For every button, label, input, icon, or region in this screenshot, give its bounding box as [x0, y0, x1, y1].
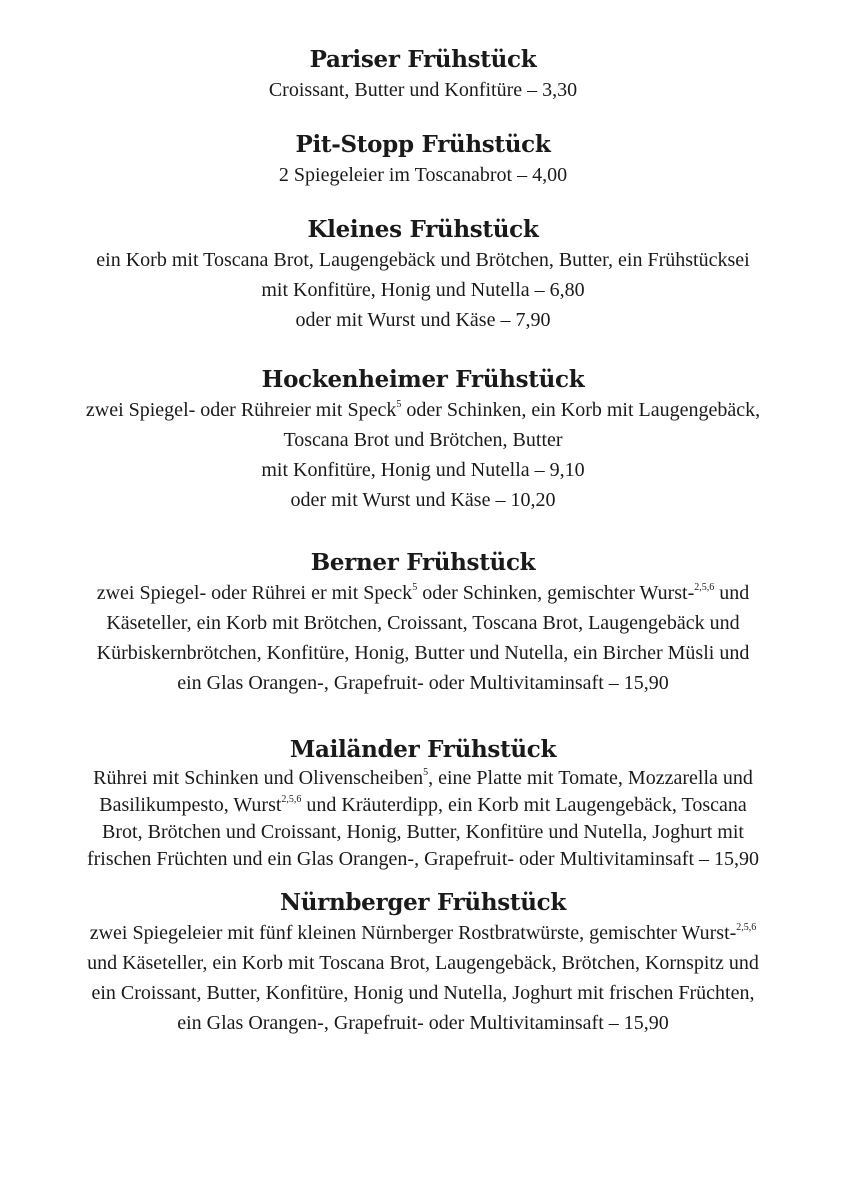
menu-item-description-line: [0, 668, 846, 698]
description-text: , eine Platte mit Tomate, Mozzarella und: [428, 767, 753, 789]
description-text: Croissant, Butter und Konfitüre – 3,30: [268, 79, 578, 101]
menu-item: [0, 45, 846, 105]
description-text: und Käseteller, ein Korb mit Toscana Brot, Laugengebäck, Brötchen, Kornspitz und: [87, 952, 759, 974]
description-text: Brot, Brötchen und Croissant, Honig, Butter, Konfitüre und Nutella, Joghurt mit: [102, 821, 744, 843]
menu-item-title: Hockenheimer Frühstück: [261, 366, 585, 393]
menu-item: [0, 215, 846, 335]
description-text: oder Schinken, ein Korb mit Laugengebäck,: [401, 399, 761, 421]
menu-item-title: Nürnberger Frühstück: [280, 889, 566, 916]
footnote-marker: 2,5,6: [281, 794, 302, 806]
description-text: mit Konfitüre, Honig und Nutella – 6,80: [261, 279, 585, 301]
menu-item: [0, 735, 846, 873]
menu-item-description-line: [0, 819, 846, 846]
description-text: ein Korb mit Toscana Brot, Laugengebäck und Brötchen, Butter, ein Frühstücksei: [96, 249, 750, 271]
menu-item-description-line: [0, 1008, 846, 1038]
description-text: zwei Spiegeleier mit fünf kleinen Nürnberger Rostbratwürste, gemischter Wurst-: [89, 922, 737, 944]
menu-item: [0, 888, 846, 1038]
menu-item-description-line: [0, 918, 846, 948]
description-text: oder mit Wurst und Käse – 7,90: [295, 309, 551, 331]
footnote-marker: 2,5,6: [736, 922, 757, 934]
description-text: Rührei mit Schinken und Olivenscheiben: [93, 767, 424, 789]
footnote-marker: 5: [412, 582, 418, 594]
description-text: und Kräuterdipp, ein Korb mit Laugengebäck, Toscana: [301, 794, 747, 816]
menu-item-description-line: [0, 792, 846, 819]
description-text: ein Croissant, Butter, Konfitüre, Honig und Nutella, Joghurt mit frischen Früchten,: [91, 982, 755, 1004]
description-text: Toscana Brot und Brötchen, Butter: [283, 429, 563, 451]
menu-item-description-line: [0, 245, 846, 275]
menu-item-description-line: [0, 455, 846, 485]
footnote-marker: 2,5,6: [694, 582, 715, 594]
description-text: Kürbiskernbrötchen, Konfitüre, Honig, Butter und Nutella, ein Bircher Müsli und: [96, 642, 750, 664]
description-text: ein Glas Orangen-, Grapefruit- oder Multivitaminsaft – 15,90: [177, 672, 669, 694]
description-text: und: [714, 582, 750, 604]
menu-item-description-line: [0, 638, 846, 668]
menu-item-description-line: [0, 75, 846, 105]
description-text: ein Glas Orangen-, Grapefruit- oder Multivitaminsaft – 15,90: [177, 1012, 669, 1034]
description-text: oder mit Wurst und Käse – 10,20: [290, 489, 556, 511]
menu-item-description-line: [0, 305, 846, 335]
menu-item-description-line: [0, 485, 846, 515]
description-text: Basilikumpesto, Wurst: [99, 794, 282, 816]
menu-item-title: Pariser Frühstück: [309, 46, 537, 73]
menu-item-description-line: [0, 765, 846, 792]
menu-item-description-line: [0, 425, 846, 455]
menu-item-description-line: [0, 275, 846, 305]
menu-item-description-line: [0, 978, 846, 1008]
menu-item-title: Kleines Frühstück: [307, 216, 539, 243]
footnote-marker: 5: [423, 767, 429, 779]
menu-item-title: Mailänder Frühstück: [289, 736, 557, 763]
menu-item-title: Pit-Stopp Frühstück: [295, 131, 551, 158]
menu-item: [0, 548, 846, 698]
menu-item: [0, 365, 846, 515]
description-text: frischen Früchten und ein Glas Orangen-, Grapefruit- oder Multivitaminsaft – 15,90: [86, 848, 760, 870]
menu-item-description-line: [0, 846, 846, 873]
description-text: oder Schinken, gemischter Wurst-: [417, 582, 695, 604]
menu-item-title: Berner Frühstück: [310, 549, 536, 576]
menu-item-description-line: [0, 578, 846, 608]
description-text: zwei Spiegel- oder Rührei er mit Speck: [96, 582, 413, 604]
menu-item-description-line: [0, 608, 846, 638]
menu-item-description-line: [0, 948, 846, 978]
description-text: Käseteller, ein Korb mit Brötchen, Croissant, Toscana Brot, Laugengebäck und: [106, 612, 740, 634]
description-text: mit Konfitüre, Honig und Nutella – 9,10: [261, 459, 585, 481]
footnote-marker: 5: [396, 399, 402, 411]
menu-item-description-line: [0, 395, 846, 425]
menu-item-description-line: [0, 160, 846, 190]
description-text: zwei Spiegel- oder Rühreier mit Speck: [85, 399, 397, 421]
description-text: 2 Spiegeleier im Toscanabrot – 4,00: [278, 164, 568, 186]
menu-item: [0, 130, 846, 190]
